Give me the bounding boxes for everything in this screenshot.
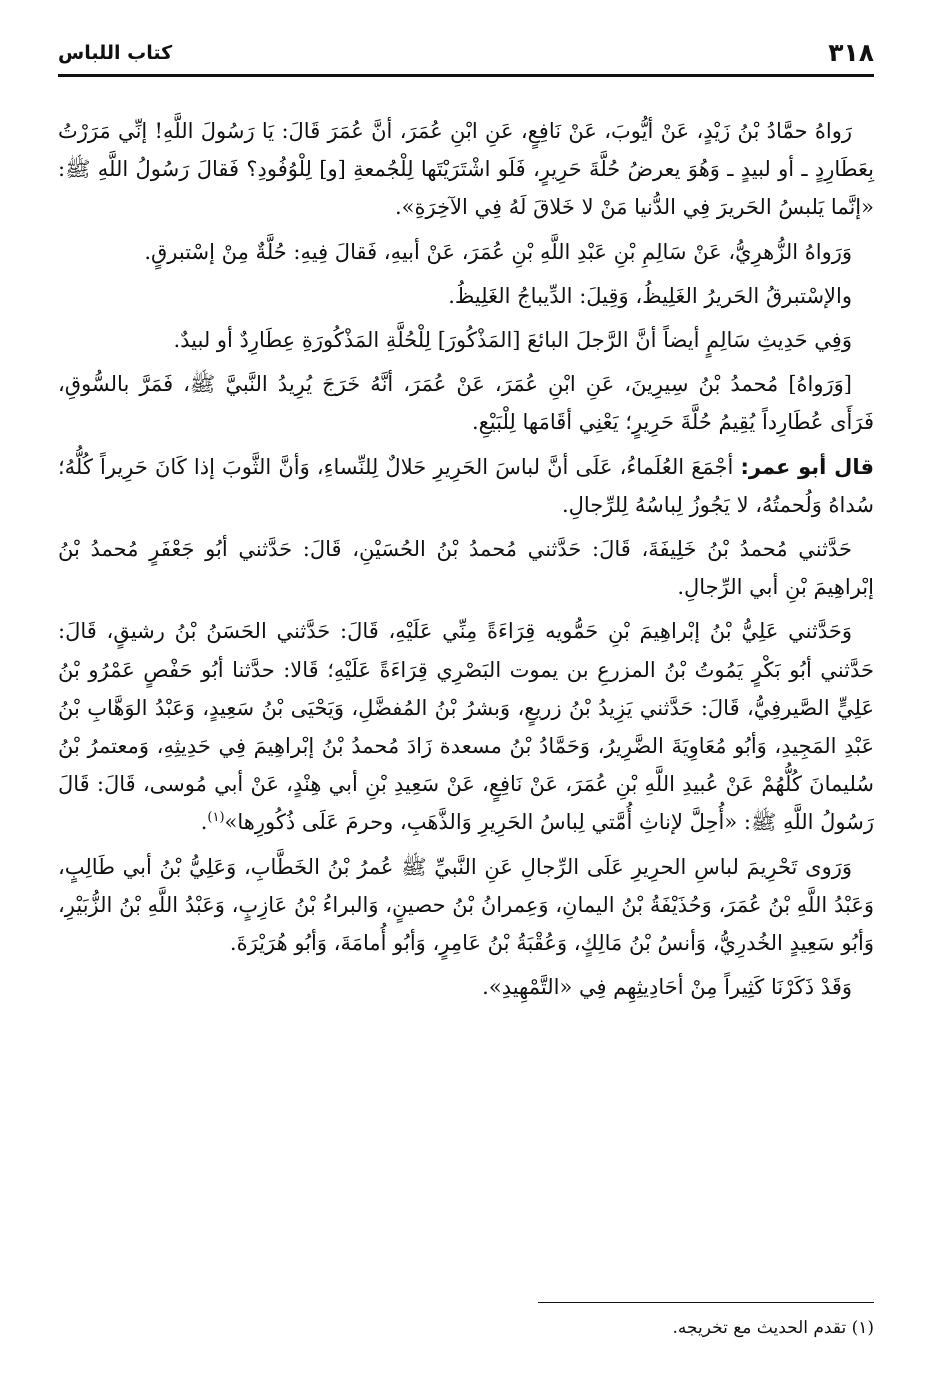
page-number: ٣١٨ xyxy=(828,38,874,67)
paragraph-text: وَحَدَّثني عَلِيُّ بْنُ إبْراهِيمَ بْنِ حَمُّويه قِرَاءَةً مِنِّي عَلَيْهِ، قَالَ: حَدَّثني الحَسَنُ بْنُ رشيقٍ، قَالَ: حَدَّثني أبُو بَكْرٍ يَمُوتُ بْنُ المزرعِ بن يموت البَصْرِي قِرَاءَةً عَلَيْهِ؛ قَالا: حدَّثنا أبُو حَفْصٍ عَمْرُو بْنُ عَلِيٍّ الصَّيرفِيُّ، قَالَ: حَدَّثني يَزِيدُ بْنُ زريعٍ، وَبشرُ بْنُ المُفضَّلِ، وَيَحْيَى بْنُ سَعِيدٍ، وَعَبْدُ الوَهَّابِ بْنُ عَبْدِ المَجِيدِ، وَأبُو مُعَاوِيَةَ الضَّرِيرُ، وَحَمَّادُ بْنُ مسعدة زَادَ مُحمدُ بْنُ إبْراهِيمَ فِي حَدِيثِهِ، وَمعتمرُ بْنُ سُليمانَ كُلُّهُمْ عَنْ عُبيدِ اللَّهِ بْنِ عُمَرَ، عَنْ نَافِعٍ، عَنْ سَعِيدِ بْنِ أبي هِنْدٍ، عَنْ أبي مُوسى، قَالَ: قَالَ رَسُولُ اللَّهِ ﷺ: «أُحِلَّ لإناثِ أُمَّتي لِباسُ الحَرِيرِ وَالذَّهَبِ، وحرمَ عَلَى ذُكُورِها» xyxy=(58,619,874,835)
paragraph: وَرَواهُ الزُّهرِيُّ، عَنْ سَالِمِ بْنِ عَبْدِ اللَّهِ بْنِ عُمَرَ، عَنْ أبيهِ، فَقالَ فِيهِ: حُلَّةٌ مِنْ إسْتبرقٍ. xyxy=(144,239,852,264)
footnote-rule xyxy=(538,1302,874,1303)
running-title: كتاب اللباس xyxy=(58,42,173,64)
speaker-label: قال أبو عمر: xyxy=(740,454,874,479)
paragraph: وَرَوى تَحْرِيمَ لباسِ الحرِيرِ عَلَى الرِّجالِ عَنِ النَّبيِّ ﷺ عُمرُ بْنُ الخَطَّابِ، وَعَلِيُّ بْنُ أبي طَالِبٍ، وَعَبْدُ اللَّهِ بْنُ عُمَرَ، وَحُذَيْفَةُ بْنُ اليمانِ، وَعِمرانُ بْنُ حصينٍ، وَالبراءُ بْنُ عَازِبٍ، وَعَبْدُ اللَّهِ بْنُ الزُّبَيْرِ، وَأبُو سَعِيدٍ الخُدرِيُّ، وَأنسُ بْنُ مَالِكٍ، وَعُقْبَةُ بْنُ عَامِرٍ، وَأبُو أُمامَةَ، وَأبُو هُرَيْرَةَ. xyxy=(58,854,874,956)
paragraph xyxy=(58,448,874,524)
book-page xyxy=(58,30,874,1360)
paragraph: [وَرَواهُ] مُحمدُ بْنُ سِيرِينَ، عَنِ ابْنِ عُمَرَ، عَنْ عُمَرَ، أنَّهُ خَرَجَ يُرِيدُ النَّبيَّ ﷺ، فَمَرَّ بالسُّوقِ، فَرَأَى عُطَارِداً يُقِيمُ حُلَّةَ حَرِيرٍ؛ يَعْنِي أقَامَها لِلْبَيْعِ. xyxy=(58,372,874,435)
paragraph: وَفِي حَدِيثِ سَالِمٍ أيضاً أنَّ الرَّجلَ البائعَ [المَذْكُورَ] لِلْحُلَّةِ المَذْكُورَةِ عِطَارِدٌ أو لبيدٌ. xyxy=(173,328,852,353)
paragraph: وَقَدْ ذَكَرْنَا كَثِيراً مِنْ أحَادِيثِهِم فِي «التَّمْهِيدِ». xyxy=(482,975,852,1000)
footnote-reference: (١) xyxy=(207,810,225,826)
paragraph: والإسْتبرقُ الحَريرُ الغَلِيظُ، وَقِيلَ: الدِّيباجُ الغَلِيظُ. xyxy=(448,283,852,308)
paragraph: حَدَّثني مُحمدُ بْنُ خَلِيفَةَ، قَالَ: حَدَّثني مُحمدُ بْنُ الحُسَيْنِ، قَالَ: حَدَّثني أبُو جَعْفَرٍ مُحمدُ بْنُ إبْراهِيمَ بْنِ أبي الرِّجالِ. xyxy=(58,537,874,600)
footnote: (١) تقدم الحديث مع تخريجه. xyxy=(672,1318,874,1338)
header-rule xyxy=(58,74,874,77)
paragraph-tail: . xyxy=(200,810,208,835)
paragraph: رَواهُ حمَّادُ بْنُ زَيْدٍ، عَنْ أيُّوبَ، عَنْ نَافِعٍ، عَنِ ابْنِ عُمَرَ، أنَّ عُمَرَ قَالَ: يَا رَسُولَ اللَّهِ! إنِّي مَرَرْتُ بِعَطَارِدٍ ـ أو لبيدٍ ـ وَهُوَ يعرضُ حُلَّةَ حَرِيرٍ، فَلَو اشْتَرَيْتَها لِلْجُمعةِ [و] لِلْوُفُودِ؟ فَقالَ رَسُولُ اللَّهِ ﷺ: «إنَّما يَلبسُ الحَريرَ فِي الدُّنيا مَنْ لا خَلاقَ لَهُ فِي الآخِرَةِ». xyxy=(58,119,874,220)
paragraph xyxy=(58,612,874,841)
paragraph-text: أجْمَعَ العُلَماءُ، عَلَى أنَّ لباسَ الحَرِيرِ حَلالٌ لِلنِّساءِ، وَأنَّ الثَّوبَ إذا كَانَ حَرِيراً كُلُّهُ؛ سُداهُ وَلُحمتُهُ، لا يَجُوزُ لِباسُهُ لِلرِّجالِ. xyxy=(58,454,874,517)
page-header xyxy=(58,30,874,70)
body-text xyxy=(58,112,874,1006)
